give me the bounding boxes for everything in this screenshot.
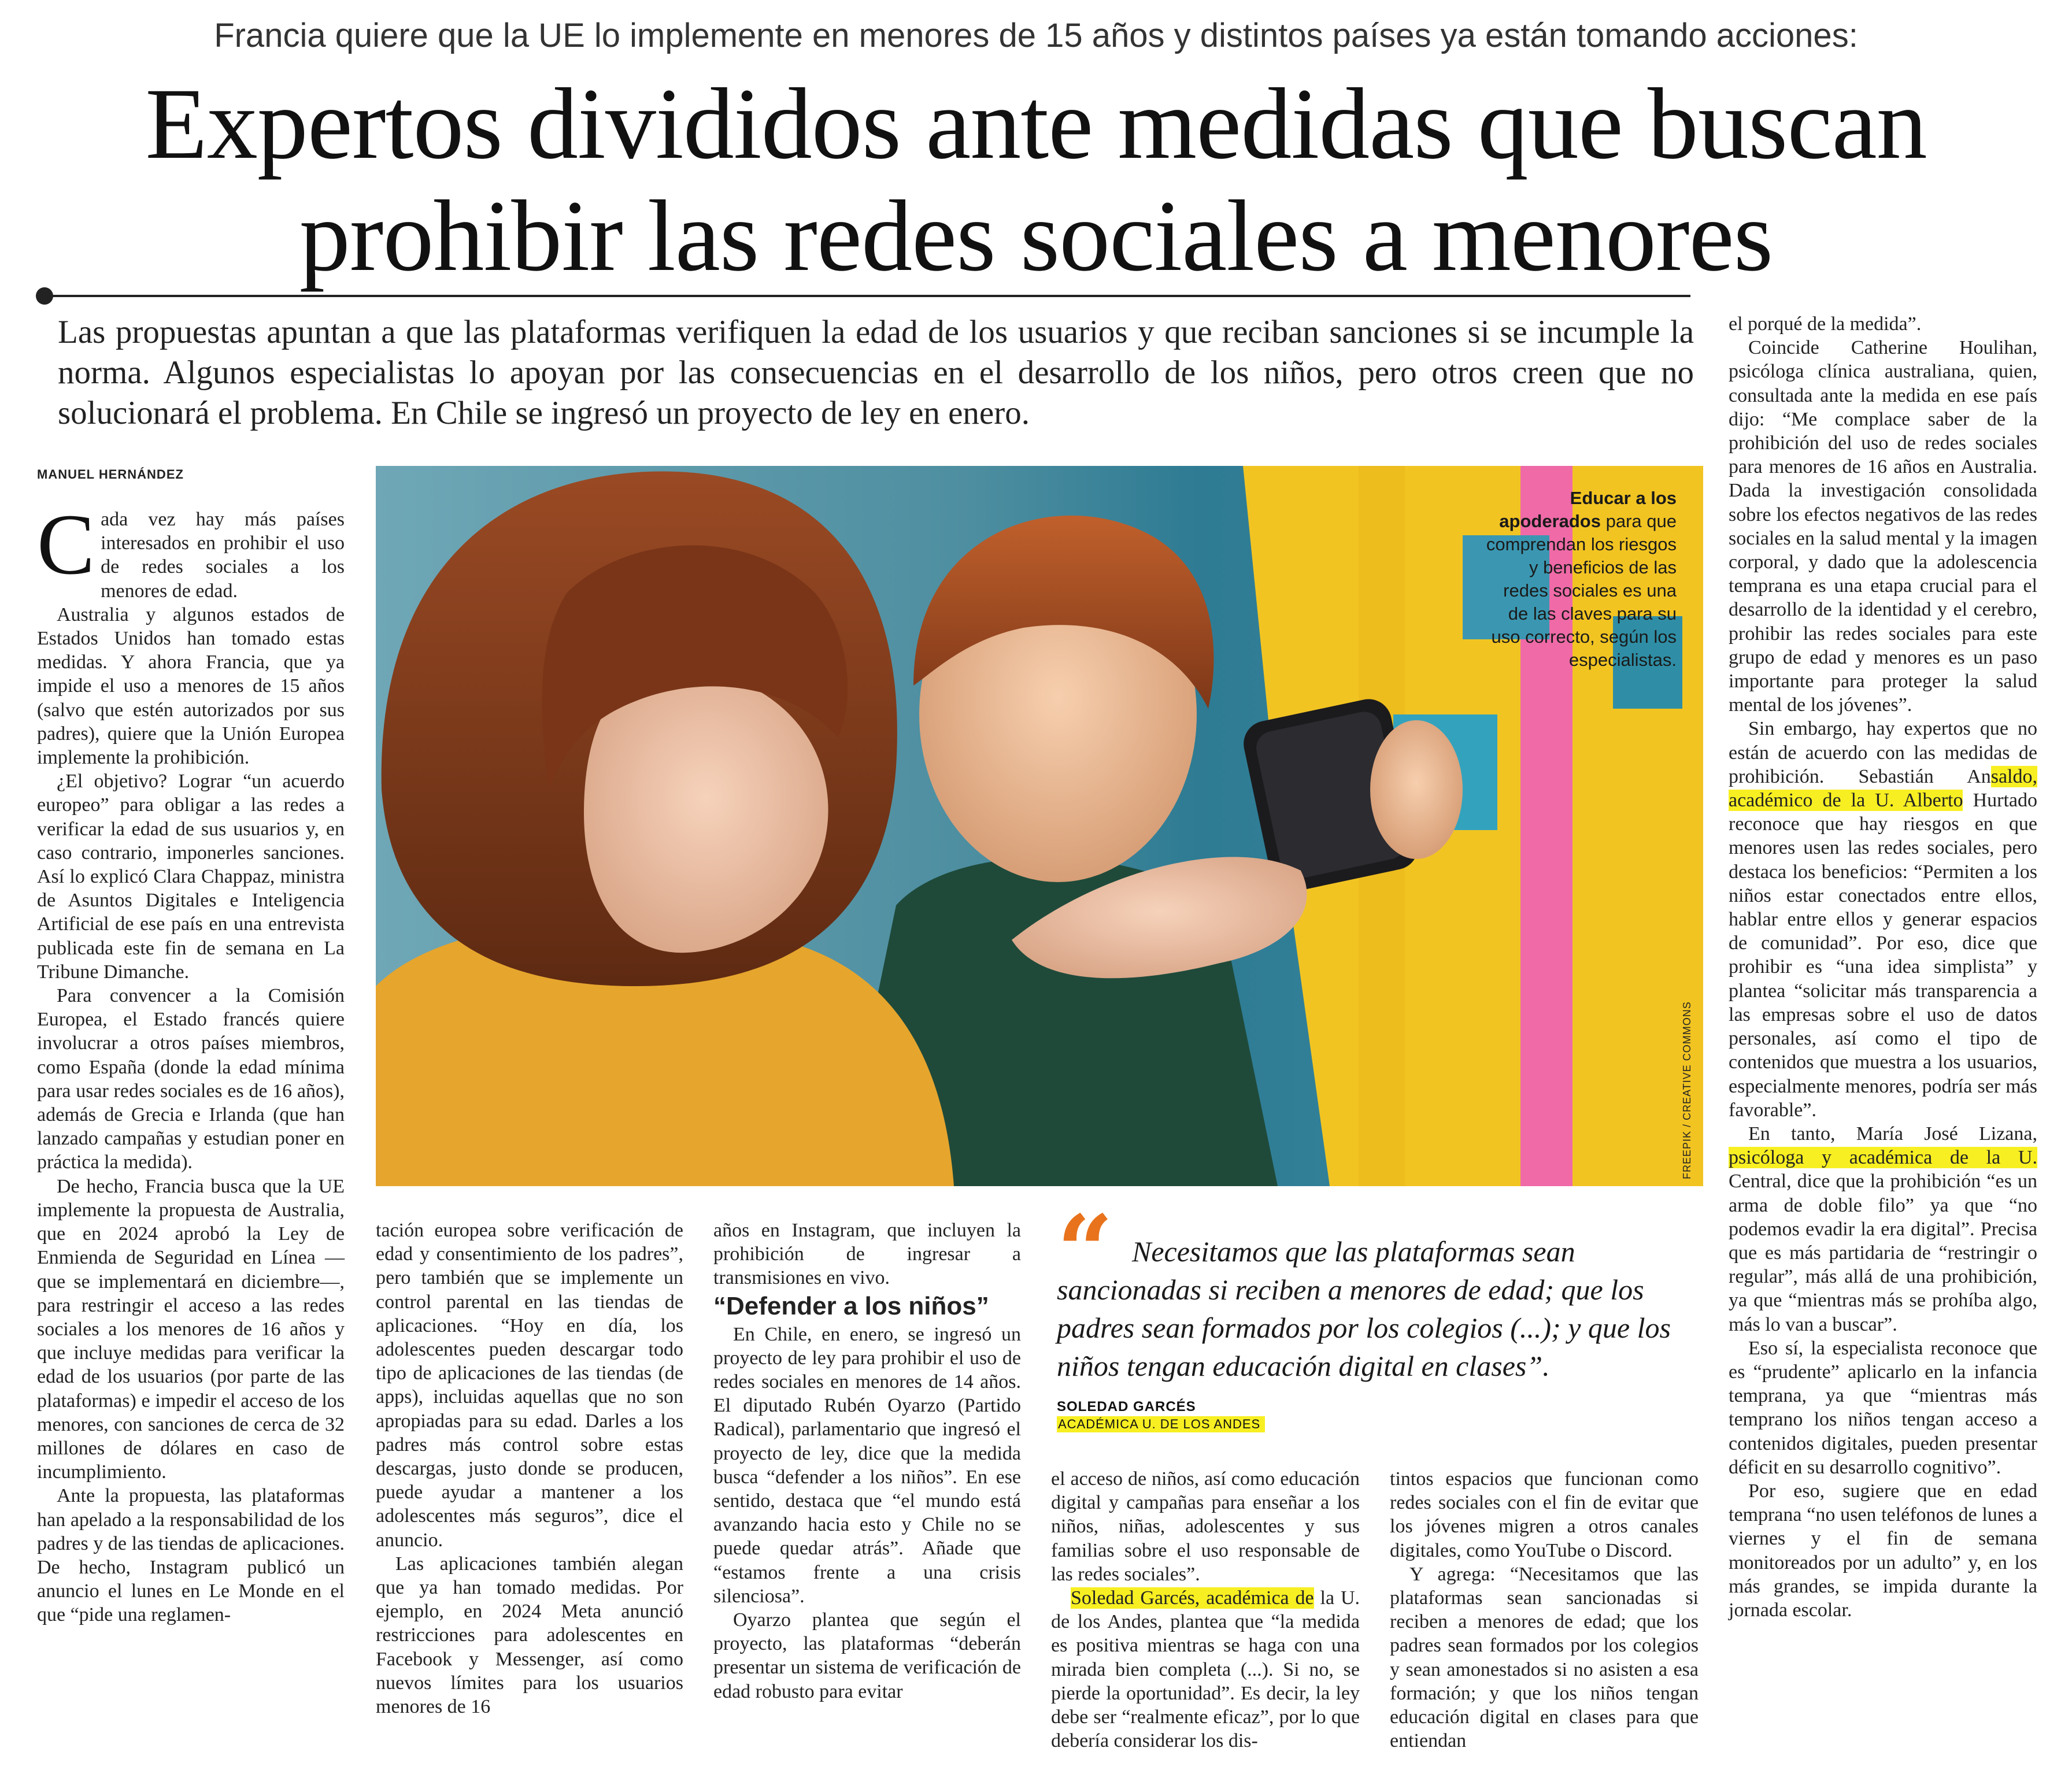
col3-paragraph-3: Oyarzo plantea que según el proyecto, las plataformas “deberán presentar un sistema de verificación de edad robusto para evitar bbox=[713, 1609, 1021, 1702]
col6-p3-text-a: Sin embargo, hay expertos que no están de acuerdo con las medidas de prohibición. Sebastián An bbox=[1729, 718, 2037, 787]
headline bbox=[35, 68, 2037, 292]
lead-paragraph: Las propuestas apuntan a que las plataformas verifiquen la edad de los usuarios y que reciban sanciones si se incumple la norma. Algunos especialistas lo apoyan por las consecuencias en el desarrollo de los niños, pero otros creen que no solucionará el problema. En Chile se ingresó un proyecto de ley en enero. bbox=[58, 314, 1694, 431]
col6-paragraph-3 bbox=[1729, 717, 2037, 1121]
photo-credit: FREEPIK / CREATIVE COMMONS bbox=[1681, 1001, 1693, 1179]
kicker: Francia quiere que la UE lo implemente en menores de 15 años y distintos países ya están tomando acciones: bbox=[214, 17, 1858, 54]
col1-paragraph-5: De hecho, Francia busca que la UE implemente la propuesta de Australia, que en 2024 aprobó la Ley de Enmienda de Seguridad en Línea —que se implementará en diciembre—, para restringir el acceso a las redes sociales a los menores de 16 años y que incluye medidas para verificar la edad de los usuarios (por parte de las plataformas) e impedir el acceso de los menores, con sanciones de cerca de 32 millones de dólares en caso de incumplimiento. bbox=[37, 1175, 345, 1483]
caption-text: para que comprendan los riesgos y beneficios de las redes sociales es una de las claves para su uso correcto, según los especialistas. bbox=[1486, 511, 1677, 670]
col1-paragraph-4: Para convencer a la Comisión Europea, el Estado francés quiere involucrar a otros países miembros, como España (donde la edad mínima para usar redes sociales es de 16 años), además de Grecia e Irlanda (que han lanzado campañas y estudian poner en práctica la medida). bbox=[37, 985, 345, 1173]
col6-paragraph-4 bbox=[1729, 1122, 2037, 1336]
divider-line bbox=[37, 295, 1690, 297]
col3-subhead: “Defender a los niños” bbox=[713, 1291, 989, 1320]
col1-paragraph-6: Ante la propuesta, las plataformas han apelado a la responsabilidad de los padres y de las tiendas de aplicaciones. De hecho, Instagram publicó un anuncio el lunes en Le Monde en el que “pide una reglamen- bbox=[37, 1485, 345, 1626]
column-3 bbox=[713, 1219, 1021, 1703]
quote-mark-icon: “ bbox=[1057, 1194, 1113, 1309]
col4-paragraph-1: el acceso de niños, así como educación digital y campañas para enseñar a los niños, niñas, adolescentes y sus familias sobre el uso responsable de las redes sociales”. bbox=[1051, 1468, 1360, 1585]
col6-paragraph-5: Eso sí, la especialista reconoce que es “prudente” aplicarlo en la infancia temprana, ya que “mientras más temprano los niños tengan acceso a contenidos digitales, pueden presentar déficit en su desarrollo cognitivo”. bbox=[1729, 1337, 2037, 1478]
photo-caption bbox=[1486, 487, 1677, 672]
highlight-lizana: psicóloga y académica de la U. bbox=[1729, 1147, 2037, 1169]
col6-paragraph-6: Por eso, sugiere que en edad temprana “no usen teléfonos de lunes a viernes y el fin de semana monitoreados por un adulto” y, en los más grandes, se impida durante la jornada escolar. bbox=[1729, 1480, 2037, 1621]
col4-p2-text: la U. de los Andes, plantea que “la medida es positiva mientras se haga con una mirada bien completa (...). Si no, se pierde la oportunidad”. Es decir, la ley debe ser “realmente eficaz”, por lo que debería considerar los dis- bbox=[1051, 1587, 1360, 1752]
col1-paragraph-2: Australia y algunos estados de Estados Unidos han tomado estas medidas. Y ahora Francia, que ya impide el uso a menores de 15 años (salvo que estén autorizados por sus padres), quiere que la Unión Europea implemente la prohibición. bbox=[37, 603, 345, 769]
column-1 bbox=[37, 497, 345, 1627]
col1-p1-text: ada vez hay más países interesados en prohibir el uso de redes sociales a los menores de edad. bbox=[101, 509, 345, 602]
column-5 bbox=[1390, 1467, 1699, 1753]
col6-p4-text-b: Central, dice que la prohibición “es un arma de doble filo” ya que “no podemos evadir la era digital”. Precisa que es más partidaria de “restringir o regular”, más allá de una prohibición, ya que “mientras más se prohíba algo, más lo van a buscar”. bbox=[1729, 1171, 2037, 1335]
col3-paragraph-1: años en Instagram, que incluyen la prohibición de ingresar a transmisiones en vivo. bbox=[713, 1220, 1021, 1289]
column-2 bbox=[376, 1219, 683, 1719]
highlight-ansaldo: saldo, académico de la U. Alberto bbox=[1729, 765, 2037, 812]
col3-paragraph-2: En Chile, en enero, se ingresó un proyecto de ley para prohibir el uso de redes sociales en menores de 14 años. El diputado Rubén Oyarzo (Partido Radical), parlamentario que ingresó el proyecto de ley, dice que la medida busca “defender a los niños”. En ese sentido, destaca que “el mundo está avanzando hacia esto y Chile no se puede quedar atrás”. Añade que “estamos frente a una crisis silenciosa”. bbox=[713, 1323, 1021, 1607]
col1-paragraph-3: ¿El objetivo? Lograr “un acuerdo europeo” para obligar a las redes a verificar la edad de sus usuarios y, en caso contrario, imponerles sanciones. Así lo explicó Clara Chappaz, ministra de Asuntos Digitales e Inteligencia Artificial de ese país en una entrevista publicada este fin de semana en La Tribune Dimanche. bbox=[37, 771, 345, 983]
col5-paragraph-1: tintos espacios que funcionan como redes sociales con el fin de evitar que los jóvenes migren a otros canales digitales, como YouTube o Discord. bbox=[1390, 1468, 1699, 1561]
col6-paragraph-2: Coincide Catherine Houlihan, psicóloga clínica australiana, quien, consultada ante la medida en ese país dijo: “Me complace saber de la prohibición del uso de redes sociales para menores de 16 años en Australia. Dada la investigación consolidada sobre los efectos negativos de las redes sociales en la salud mental y la imagen corporal, y dado que la adolescencia temprana es una etapa crucial para el desarrollo de la identidad y el cerebro, prohibir las redes sociales para este grupo de edad y menores es un paso importante para proteger la salud mental de los jóvenes”. bbox=[1729, 337, 2037, 716]
quote-role: ACADÉMICA U. DE LOS ANDES bbox=[1057, 1416, 1265, 1432]
quote-author: SOLEDAD GARCÉS bbox=[1057, 1399, 1196, 1414]
col4-paragraph-2 bbox=[1051, 1586, 1360, 1753]
col2-paragraph-2: Las aplicaciones también alegan que ya han tomado medidas. Por ejemplo, en 2024 Meta anunció restricciones para adolescentes en Facebook y Messenger, así como nuevos límites para los usuarios menores de 16 bbox=[376, 1553, 683, 1718]
highlight-soledad: Soledad Garcés, académica de bbox=[1071, 1587, 1314, 1609]
col5-paragraph-2: Y agrega: “Necesitamos que las plataformas sean sancionadas si reciben a menores de edad; que los padres sean formados por los colegios y sean amonestados si no asisten a esa formación; y que los niños tengan educación digital en clases para que entiendan bbox=[1390, 1563, 1699, 1752]
pull-quote: Necesitamos que las plataformas sean sancionadas si reciben a menores de edad; que los padres sean formados por los colegios (...); y que los niños tengan educación digital en clases”. bbox=[1057, 1235, 1671, 1382]
col6-paragraph-1: el porqué de la medida”. bbox=[1729, 313, 1922, 335]
drop-cap: C bbox=[37, 497, 95, 592]
col1-paragraph-1 bbox=[37, 497, 345, 603]
byline: MANUEL HERNÁNDEZ bbox=[37, 467, 184, 482]
caption-bold: Educar a los apoderados bbox=[1499, 488, 1677, 531]
col6-p4-text-a: En tanto, María José Lizana, bbox=[1748, 1123, 2037, 1145]
headline-line-2: prohibir las redes sociales a menores bbox=[299, 180, 1773, 292]
col2-paragraph-1: tación europea sobre verificación de edad y consentimiento de los padres”, pero también que se implemente un control parental en las tiendas de aplicaciones. “Hoy en día, los adolescentes pueden descargar todo tipo de aplicaciones de las tiendas (de apps), incluidas aquellas que no son apropiadas para su edad. Darles a los padres más control sobre estas descargas, justo donde se producen, puede ayudar a mantener a los adolescentes más seguros”, dice el anuncio. bbox=[376, 1220, 683, 1551]
headline-line-1: Expertos divididos ante medidas que buscan bbox=[145, 68, 1927, 180]
column-4 bbox=[1051, 1467, 1360, 1753]
col6-p3-text-b: Hurtado reconoce que hay riesgos en que menores usen las redes sociales, pero destaca los beneficios: “Permiten a los niños estar conectados entre ellos, hablar entre ellos y generar espacios de comunidad”. Por eso, dice que prohibir es “una idea simplista” y plantea “solicitar más transparencia a las empresas sobre el uso de datos personales, así como el tipo de contenidos que muestra a los usuarios, especialmente menores, podría ser más favorable”. bbox=[1729, 790, 2037, 1121]
column-6 bbox=[1729, 312, 2037, 1622]
